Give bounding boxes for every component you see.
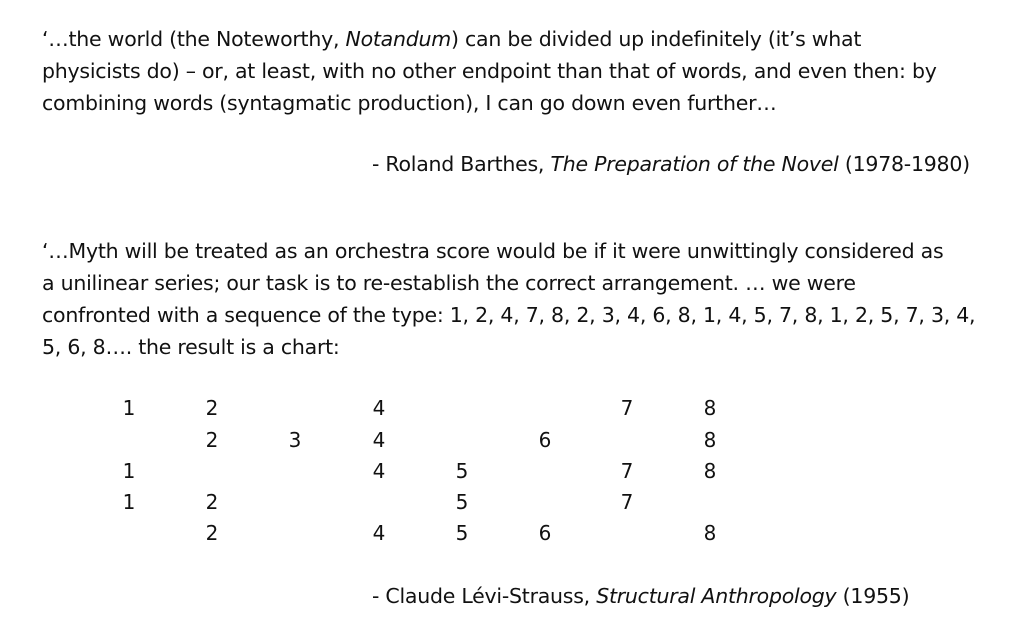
chart-cell-r2-c3: 3 (288, 428, 302, 452)
chart-cell-r3-c7: 7 (620, 459, 634, 483)
quote2-line-1-text: ‘…Myth will be treated as an orchestra score would be if it were unwittingly considered as (42, 239, 944, 263)
quote1-attribution-title: The Preparation of the Novel (550, 152, 839, 176)
chart-cell-r2-c8: 8 (703, 428, 717, 452)
quote2-attribution (372, 580, 909, 612)
chart-cell-r3-c5: 5 (455, 459, 469, 483)
quote2-attribution-suffix: (1955) (836, 584, 910, 608)
chart-cell-r1-c2: 2 (205, 396, 219, 420)
chart-cell-r3-c4: 4 (372, 459, 386, 483)
quote2-attribution-prefix: - Claude Lévi-Strauss, (372, 584, 597, 608)
quote2-attribution-title: Structural Anthropology (596, 584, 837, 608)
chart-cell-r2-c4: 4 (372, 428, 386, 452)
quote1-attribution-prefix: - Roland Barthes, (372, 152, 551, 176)
quote2-line-4-text: 5, 6, 8…. the result is a chart: (42, 335, 340, 359)
chart-cell-r1-c8: 8 (703, 396, 717, 420)
chart-cell-r5-c8: 8 (703, 521, 717, 545)
chart-cell-r5-c4: 4 (372, 521, 386, 545)
chart-cell-r5-c2: 2 (205, 521, 219, 545)
chart-cell-r4-c5: 5 (455, 490, 469, 514)
chart-cell-r4-c2: 2 (205, 490, 219, 514)
chart-cell-r1-c7: 7 (620, 396, 634, 420)
quote1-line-2-text: physicists do) – or, at least, with no other endpoint than that of words, and even then: by (42, 59, 937, 83)
chart-cell-r4-c7: 7 (620, 490, 634, 514)
chart-cell-r5-c5: 5 (455, 521, 469, 545)
quote2-line-3-text: confronted with a sequence of the type: 1, 2, 4, 7, 8, 2, 3, 4, 6, 8, 1, 4, 5, 7, 8, 1, 2, 5, 7, 3, 4, (42, 303, 976, 327)
quote1-line-1-part-c: ) can be divided up indefinitely (it’s what (450, 27, 862, 51)
chart-cell-r1-c1: 1 (122, 396, 136, 420)
chart-cell-r4-c1: 1 (122, 490, 136, 514)
quote1-line-3-text: combining words (syntagmatic production), I can go down even further… (42, 91, 777, 115)
chart-cell-r1-c4: 4 (372, 396, 386, 420)
chart-cell-r3-c8: 8 (703, 459, 717, 483)
quote1-notandum: Notandum (345, 27, 451, 51)
chart-cell-r2-c2: 2 (205, 428, 219, 452)
quote1-line-1-part-a: ‘…the world (the Noteworthy, (42, 27, 346, 51)
quote1-attribution-suffix: (1978-1980) (838, 152, 970, 176)
quote2-line-2-text: a unilinear series; our task is to re-establish the correct arrangement. … we were (42, 271, 856, 295)
chart-cell-r2-c6: 6 (538, 428, 552, 452)
chart-cell-r3-c1: 1 (122, 459, 136, 483)
chart-cell-r5-c6: 6 (538, 521, 552, 545)
